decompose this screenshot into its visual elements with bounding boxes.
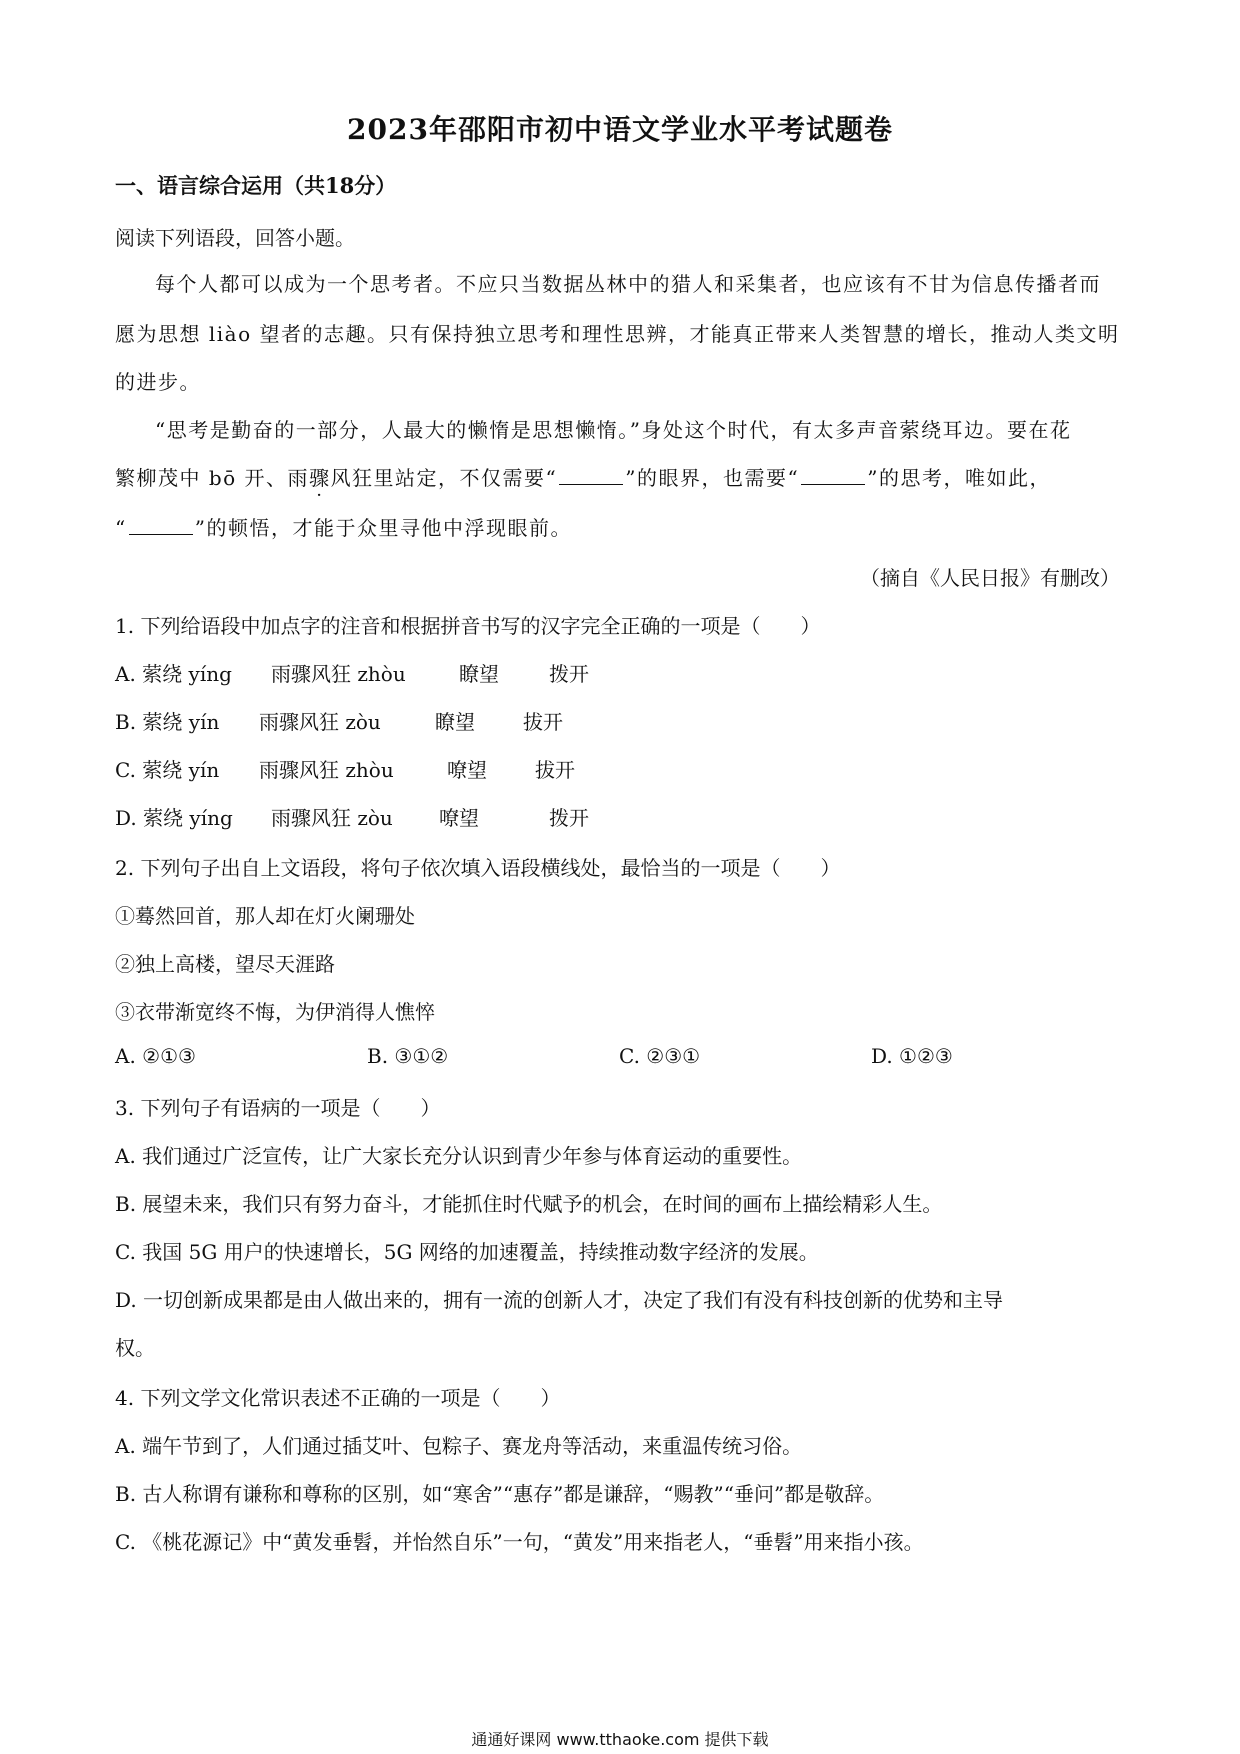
option-part: B. 萦绕 yín: [115, 710, 220, 734]
sentence-item: ③衣带渐宽终不悔，为伊消得人憔悴: [115, 1000, 435, 1024]
passage-text: ”的思考，唯如此，: [867, 466, 1051, 490]
passage-line: 每个人都可以成为一个思考者。不应只当数据丛林中的猎人和采集者，也应该有不甘为信息传播者而: [155, 272, 1101, 296]
passage-line: [115, 462, 1051, 491]
answer-option-continued: 权。: [115, 1336, 155, 1360]
passage-line: “思考是勤奋的一部分，人最大的懒惰是思想懒惰。”身处这个时代，有太多声音萦绕耳边。要在花: [155, 418, 1072, 442]
passage-line: 愿为思想 liào 望者的志趣。只有保持独立思考和理性思辨，才能真正带来人类智慧的增长，推动人类文明: [115, 322, 1120, 346]
answer-option: A. 端午节到了，人们通过插艾叶、包粽子、赛龙舟等活动，来重温传统习俗。: [115, 1434, 803, 1458]
answer-option: D. 一切创新成果都是由人做出来的，拥有一流的创新人才，决定了我们有没有科技创新的优势和主导: [115, 1288, 1004, 1312]
passage-line: [115, 512, 572, 541]
option-part: 拔开: [535, 758, 575, 782]
answer-option: B. ③①②: [367, 1044, 449, 1068]
passage-source: （摘自《人民日报》有删改）: [860, 566, 1120, 590]
sentence-item: ②独上高楼，望尽天涯路: [115, 952, 335, 976]
passage-text: “: [115, 516, 127, 540]
dotted-character: 骤: [309, 466, 331, 490]
fill-blank: [801, 468, 865, 485]
option-part: 嘹望: [439, 806, 479, 830]
passage-text: 繁柳茂中 bō 开、雨: [115, 466, 310, 490]
question-stem: 3. 下列句子有语病的一项是（ ）: [115, 1096, 441, 1120]
passage-text: 风狂里站定，不仅需要“: [330, 466, 558, 490]
option-part: C. 萦绕 yín: [115, 758, 220, 782]
option-part: 瞭望: [459, 662, 499, 686]
question-stem: 1. 下列给语段中加点字的注音和根据拼音书写的汉字完全正确的一项是（ ）: [115, 614, 821, 638]
answer-option: [115, 706, 563, 735]
option-part: 拨开: [549, 806, 589, 830]
option-part: 雨骤风狂 zòu: [259, 710, 381, 734]
answer-option: D. ①②③: [871, 1044, 953, 1068]
answer-option: [115, 658, 589, 687]
section-heading: 一、语言综合运用（共18分）: [115, 173, 397, 198]
answer-option: C. ②③①: [619, 1044, 701, 1068]
reading-instruction: 阅读下列语段，回答小题。: [115, 226, 355, 250]
option-part: 雨骤风狂 zòu: [271, 806, 393, 830]
question-stem: 4. 下列文学文化常识表述不正确的一项是（ ）: [115, 1386, 561, 1410]
passage-text: ”的顿悟，才能于众里寻他中浮现眼前。: [194, 516, 572, 540]
page-title: 2023年邵阳市初中语文学业水平考试题卷: [347, 113, 893, 146]
option-part: 拔开: [523, 710, 563, 734]
option-part: A. 萦绕 yíng: [115, 662, 232, 686]
footer-watermark: 通通好课网 www.tthaoke.com 提供下载: [471, 1730, 769, 1749]
fill-blank: [129, 518, 193, 535]
passage-text: ”的眼界，也需要“: [625, 466, 800, 490]
answer-option: C. 《桃花源记》中“黄发垂髫，并怡然自乐”一句，“黄发”用来指老人，“垂髫”用来指小孩。: [115, 1530, 924, 1554]
option-part: D. 萦绕 yíng: [115, 806, 233, 830]
answer-option: B. 古人称谓有谦称和尊称的区别，如“寒舍”“惠存”都是谦辞，“赐教”“垂问”都是敬辞。: [115, 1482, 885, 1506]
answer-option: B. 展望未来，我们只有努力奋斗，才能抓住时代赋予的机会，在时间的画布上描绘精彩人生。: [115, 1192, 943, 1216]
answer-option: C. 我国 5G 用户的快速增长，5G 网络的加速覆盖，持续推动数字经济的发展。: [115, 1240, 819, 1264]
fill-blank: [559, 468, 623, 485]
question-stem: 2. 下列句子出自上文语段，将句子依次填入语段横线处，最恰当的一项是（ ）: [115, 856, 841, 880]
answer-option: A. ②①③: [115, 1044, 196, 1068]
option-part: 雨骤风狂 zhòu: [259, 758, 394, 782]
sentence-item: ①蓦然回首，那人却在灯火阑珊处: [115, 904, 415, 928]
option-part: 嘹望: [447, 758, 487, 782]
option-part: 拨开: [549, 662, 589, 686]
option-part: 瞭望: [435, 710, 475, 734]
answer-option: [115, 802, 589, 831]
answer-options-row: [115, 1044, 953, 1068]
answer-option: A. 我们通过广泛宣传，让广大家长充分认识到青少年参与体育运动的重要性。: [115, 1144, 803, 1168]
passage-line: 的进步。: [115, 370, 201, 394]
option-part: 雨骤风狂 zhòu: [271, 662, 406, 686]
answer-option: [115, 754, 575, 783]
